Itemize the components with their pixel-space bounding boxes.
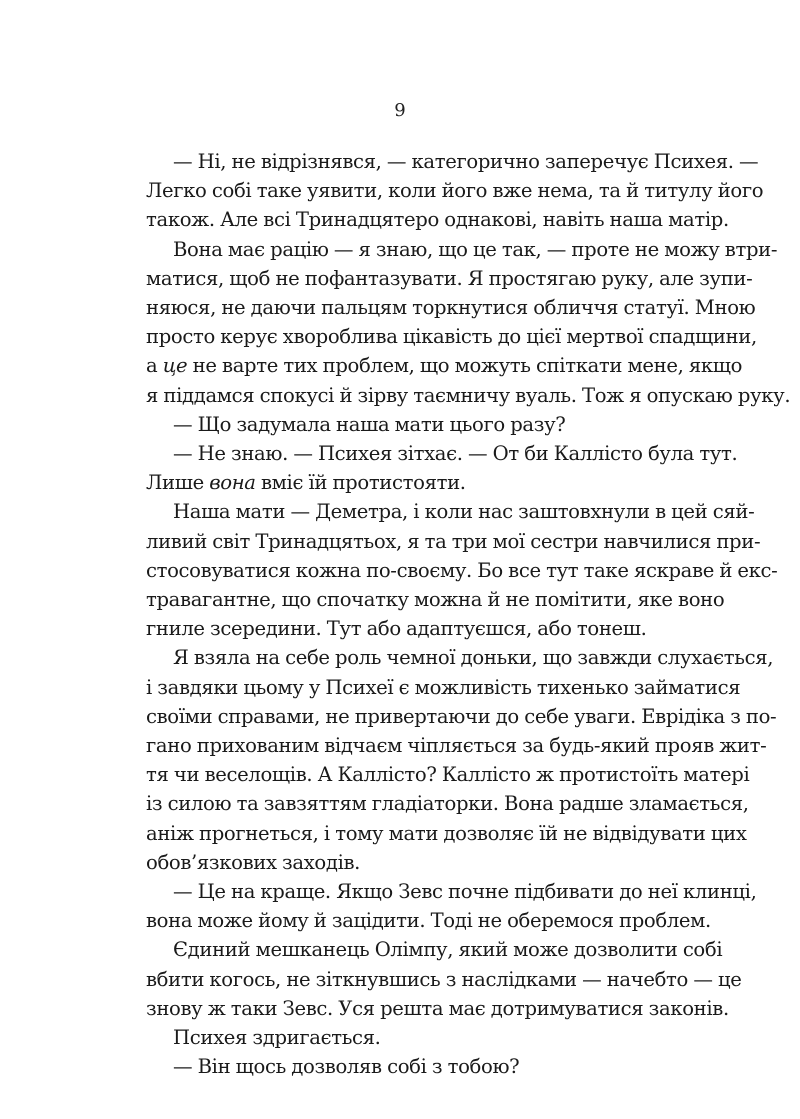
text-line: Легко собі таке уявити, коли його вже нема, та й титулу його [146,179,764,203]
paragraph [146,410,672,439]
paragraph [146,935,742,1023]
text-line: знову ж таки Зевс. Уся решта має дотримуватися законів. [146,996,729,1020]
text-line: — Це на краще. Якщо Зевс почне підбивати до неї клинці, [173,880,757,904]
text-line: няюся, не даючи пальцям торкнутися обличчя статуї. Мною [146,296,756,320]
text-line: Наша мати — Деметра, і коли нас заштовхнули в цей сяй- [173,500,755,524]
text-line: обов’язкових заходів. [146,850,361,874]
text-line: просто керує хвороблива цікавість до цієї мертвої спадщини, [146,325,757,349]
paragraph [146,877,757,935]
text-line: Я взяла на себе роль чемної доньки, що завжди слухається, [173,646,774,670]
text-line: своїми справами, не привертаючи до себе уваги. Еврідіка з по- [146,704,777,728]
paragraph [146,235,791,410]
text-line: матися, щоб не пофантазувати. Я простягаю руку, але зупи- [146,266,753,290]
page-number: 9 [394,100,406,121]
text-line: аніж прогнеться, і тому мати дозволяє їй не відвідувати цих [146,821,747,845]
text-line: Вона має рацію — я знаю, що це так, — проте не можу втри- [173,237,778,261]
text-line: — Не знаю. — Психея зітхає. — От би Каллісто була тут. [173,442,738,466]
text-line: а це не варте тих проблем, що можуть спіткати мене, якщо [146,354,743,378]
text-line: Лише вона вміє їй протистояти. [146,471,466,495]
text-line: травагантне, що спочатку можна й не помітити, яке воно [146,588,725,612]
paragraph [146,439,738,497]
paragraph [146,643,777,877]
text-line: гниле зсередини. Тут або адаптуєшся, або тонеш. [146,617,647,641]
text-line: Єдиний мешканець Олімпу, який може дозволити собі [173,938,723,962]
text-line: — Ні, не відрізнявся, — категорично заперечує Психея. — [173,150,759,173]
text-line: — Що задумала наша мати цього разу? [173,412,566,436]
text-line: гано прихованим відчаєм чіпляється за будь-який прояв жит- [146,734,767,758]
text-line: вона може йому й зацідити. Тоді не оберемося проблем. [146,909,711,933]
paragraph [146,1052,672,1081]
text-line: вбити когось, не зіткнувшись з наслідками — начебто — це [146,967,742,991]
text-line: також. Але всі Тринадцятеро однакові, навіть наша матір. [146,208,729,232]
paragraph [146,497,778,643]
text-line: і завдяки цьому у Психеї є можливість тихенько займатися [146,675,741,699]
text-line: — Він щось дозволяв собі з тобою? [173,1055,520,1079]
text-line: Психея здригається. [173,1026,381,1050]
text-line: ливий світ Тринадцятьох, я та три мої сестри навчилися при- [146,529,761,553]
text-line: я піддамся спокусі й зірву таємничу вуаль. Тож я опускаю руку. [146,383,791,407]
body-text [146,147,791,1082]
text-line: тя чи веселощів. А Каллісто? Каллісто ж протистоїть матері [146,763,750,787]
text-line: із силою та завзяттям гладіаторки. Вона радше зламається, [146,792,749,816]
paragraph [146,1023,672,1052]
paragraph [146,147,764,235]
text-line: стосовуватися кожна по-своєму. Бо все тут таке яскраве й екс- [146,558,778,582]
